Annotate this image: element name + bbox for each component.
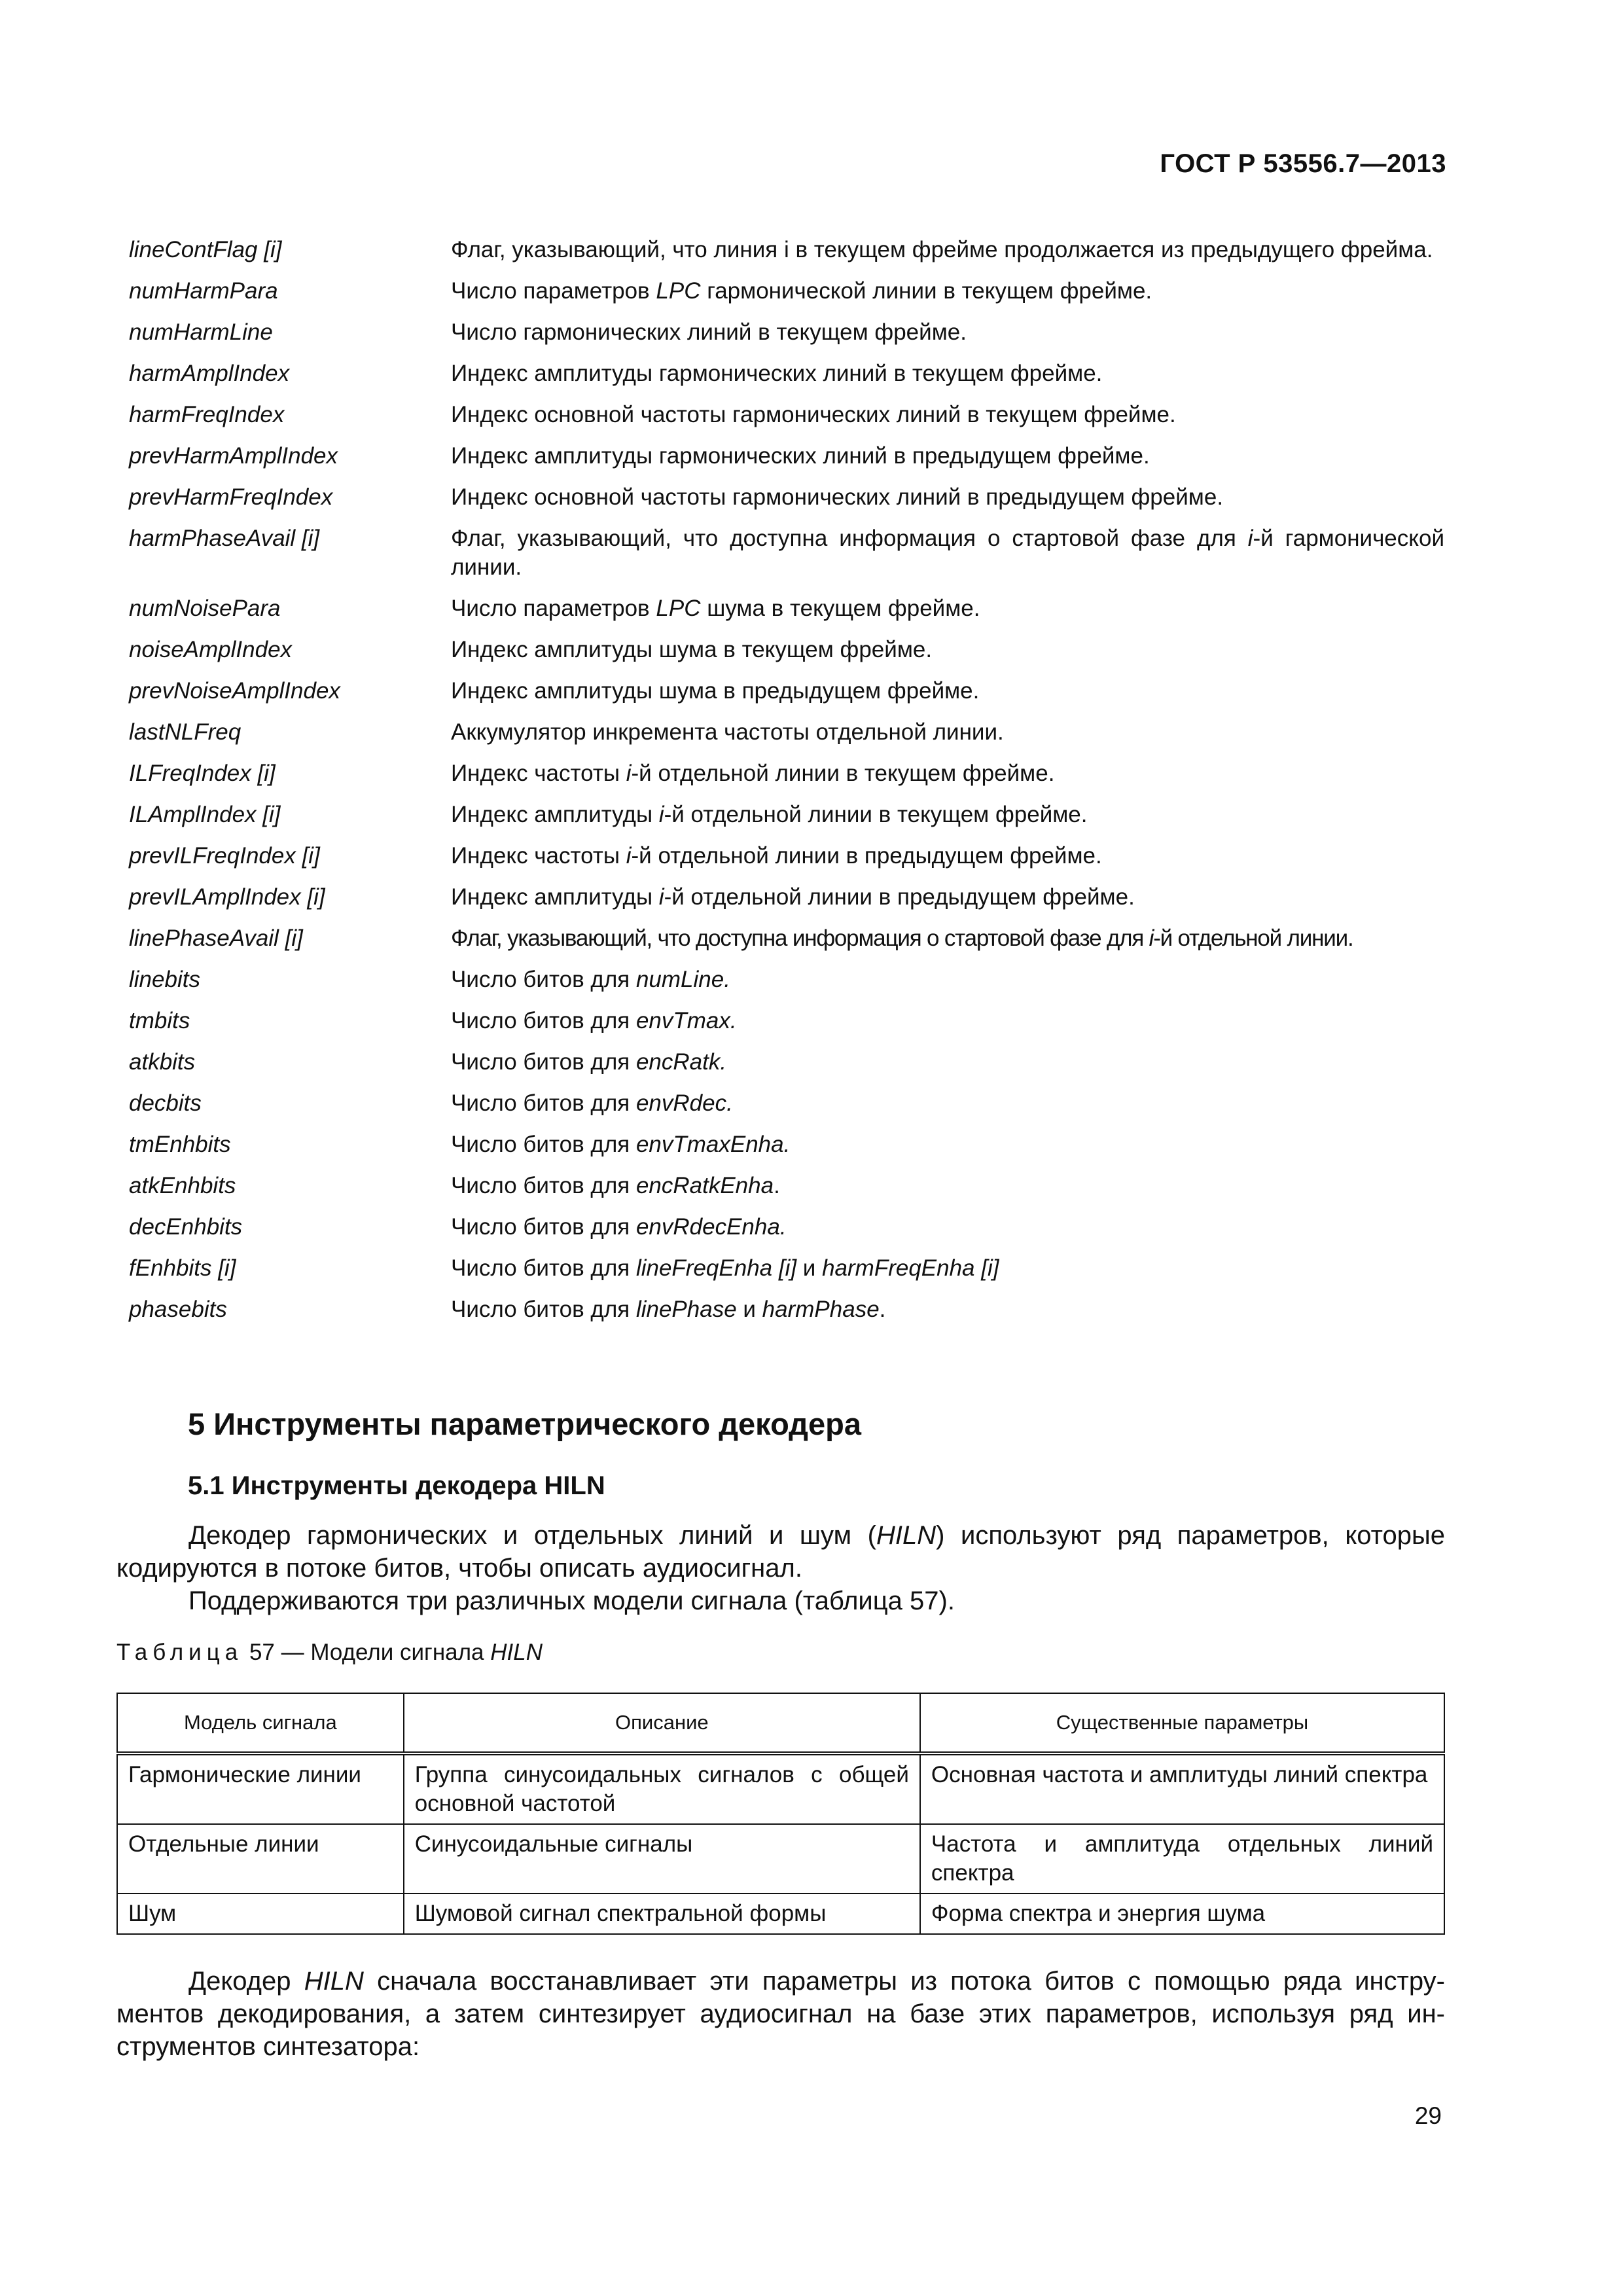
paragraph-3 [116, 1965, 1445, 2063]
table-cell: Группа синусоидальных сигналов с общей основной частотой [404, 1753, 920, 1824]
definition-term: lastNLFreq [129, 719, 241, 745]
definition-row [129, 883, 1444, 912]
page-number: 29 [1414, 2102, 1442, 2129]
subsection-heading: 5.1 Инструменты декодера HILN [188, 1471, 605, 1500]
table-header-cell: Описание [404, 1693, 920, 1753]
table-cell: Синусоидальные сигналы [404, 1824, 920, 1893]
definition-description: Индекс амплитуды гармонических линий в предыдущем фрейме. [451, 443, 1150, 469]
definition-term: fEnhbits [i] [129, 1255, 236, 1281]
definition-description: Число битов для envRdecEnha. [451, 1214, 787, 1240]
definition-description: Число битов для envRdec. [451, 1090, 733, 1116]
definition-description: Число битов для encRatkEnha. [451, 1173, 780, 1198]
table-cell: Шум [117, 1893, 404, 1934]
definition-description: Число гармонических линий в текущем фрейме. [451, 319, 967, 345]
section-heading: 5 Инструменты параметрического декодера [188, 1407, 861, 1441]
standard-code: ГОСТ Р 53556.7—2013 [1160, 149, 1446, 178]
definition-term: numNoisePara [129, 596, 281, 621]
definition-description: Число битов для numLine. [451, 967, 730, 992]
definition-row [129, 1254, 1444, 1283]
definition-description: Индекс частоты i-й отдельной линии в текущем фрейме. [451, 761, 1055, 786]
definition-row [129, 1295, 1444, 1324]
paragraph-3-text: Декодер HILN сначала восстанавливает эти параметры из потока битов с помощью ряда инструментов декодирования, а затем синтезирует аудиосигнал на базе этих параметров, используя ряд инструментов синтезатора: [116, 1967, 1445, 2061]
definition-term: prevHarmAmplIndex [129, 443, 338, 469]
table-header-cell: Модель сигнала [117, 1693, 404, 1753]
definition-description: Индекс амплитуды шума в текущем фрейме. [451, 637, 933, 662]
definition-description: Индекс амплитуды шума в предыдущем фрейме. [451, 678, 980, 704]
definition-term: decbits [129, 1090, 202, 1116]
table-caption-text: 57 — Модели сигнала [243, 1640, 491, 1665]
definition-term: linePhaseAvail [i] [129, 925, 303, 951]
definition-row [129, 1213, 1444, 1242]
definition-description: Число битов для linePhase и harmPhase. [451, 1297, 886, 1322]
definition-term: atkbits [129, 1049, 196, 1075]
definition-term: ILAmplIndex [i] [129, 802, 281, 827]
definition-term: numHarmPara [129, 278, 278, 304]
definition-row [129, 442, 1444, 471]
definition-description: Индекс частоты i-й отдельной линии в предыдущем фрейме. [451, 843, 1102, 869]
definition-term: harmPhaseAvail [i] [129, 526, 320, 551]
definition-term: lineContFlag [i] [129, 237, 282, 262]
definition-row [129, 1130, 1444, 1159]
paragraph-2 [116, 1585, 1445, 1617]
table-cell: Форма спектра и энергия шума [920, 1893, 1444, 1934]
table-header-cell: Существенные параметры [920, 1693, 1444, 1753]
paragraph-1 [116, 1519, 1445, 1585]
table-header-row [117, 1693, 1444, 1753]
definition-row [129, 677, 1444, 706]
definition-description: Число битов для envTmax. [451, 1008, 737, 1033]
definition-row [129, 236, 1444, 264]
definition-term: prevHarmFreqIndex [129, 484, 333, 510]
paragraph-2-text: Поддерживаются три различных модели сигнала (таблица 57). [188, 1587, 955, 1615]
definition-description: Индекс амплитуды i-й отдельной линии в предыдущем фрейме. [451, 884, 1135, 910]
definition-description: Индекс амплитуды гармонических линий в текущем фрейме. [451, 361, 1103, 386]
signal-models-table [116, 1693, 1445, 1935]
definition-row [129, 483, 1444, 512]
table-caption [116, 1640, 543, 1666]
definition-description: Индекс амплитуды i-й отдельной линии в текущем фрейме. [451, 802, 1088, 827]
definition-term: phasebits [129, 1297, 227, 1322]
definition-description: Флаг, указывающий, что доступна информация о стартовой фазе для i-й гармонической линии. [451, 526, 1444, 580]
definition-term: ILFreqIndex [i] [129, 761, 276, 786]
definition-term: noiseAmplIndex [129, 637, 293, 662]
definition-term: harmAmplIndex [129, 361, 290, 386]
definition-description: Флаг, указывающий, что линия i в текущем фрейме продолжается из предыдущего фрейма. [451, 237, 1433, 262]
definition-description: Аккумулятор инкремента частоты отдельной линии. [451, 719, 1004, 745]
definition-description: Число битов для lineFreqEnha [i] и harmFreqEnha [i] [451, 1255, 999, 1281]
definition-term: prevILFreqIndex [i] [129, 843, 320, 869]
definition-description: Число битов для envTmaxEnha. [451, 1132, 791, 1157]
definition-row [129, 318, 1444, 347]
definition-description: Число параметров LPC гармонической линии в текущем фрейме. [451, 278, 1152, 304]
definition-row [129, 1007, 1444, 1035]
table-cell: Шумовой сигнал спектральной формы [404, 1893, 920, 1934]
definition-description: Флаг, указывающий, что доступна информация о стартовой фазе для i-й отдельной линии. [451, 925, 1353, 951]
definition-row [129, 359, 1444, 388]
definition-row [129, 800, 1444, 829]
table-cell: Частота и амплитуда отдельных линий спектра [920, 1824, 1444, 1893]
definition-description: Число параметров LPC шума в текущем фрейме. [451, 596, 980, 621]
definition-description: Число битов для encRatk. [451, 1049, 727, 1075]
definitions-list [129, 236, 1444, 1336]
definition-term: prevILAmplIndex [i] [129, 884, 325, 910]
definition-term: decEnhbits [129, 1214, 243, 1240]
definition-row [129, 1048, 1444, 1077]
definition-term: linebits [129, 967, 200, 992]
definition-term: prevNoiseAmplIndex [129, 678, 340, 704]
definition-row [129, 924, 1444, 953]
definition-row [129, 842, 1444, 870]
definition-description: Индекс основной частоты гармонических линий в предыдущем фрейме. [451, 484, 1224, 510]
definition-row [129, 759, 1444, 788]
definition-row [129, 636, 1444, 664]
definition-row [129, 594, 1444, 623]
definition-row [129, 524, 1444, 582]
table-cell: Гармонические линии [117, 1753, 404, 1824]
table-cell: Отдельные линии [117, 1824, 404, 1893]
definition-row [129, 401, 1444, 429]
table-cell: Основная частота и амплитуды линий спектра [920, 1753, 1444, 1824]
table-caption-italic: HILN [490, 1640, 543, 1665]
definition-description: Индекс основной частоты гармонических линий в текущем фрейме. [451, 402, 1176, 427]
table-row [117, 1824, 1444, 1893]
definition-term: tmEnhbits [129, 1132, 231, 1157]
table-caption-label: Таблица [116, 1640, 243, 1665]
table-row [117, 1893, 1444, 1934]
definition-term: harmFreqIndex [129, 402, 285, 427]
definition-term: atkEnhbits [129, 1173, 236, 1198]
definition-row [129, 718, 1444, 747]
definition-term: numHarmLine [129, 319, 273, 345]
definition-row [129, 277, 1444, 306]
definition-term: tmbits [129, 1008, 190, 1033]
definition-row [129, 965, 1444, 994]
definition-row [129, 1172, 1444, 1200]
table-row [117, 1753, 1444, 1824]
paragraph-1-text: Декодер гармонических и отдельных линий и шум (HILN) используют ряд параметров, которые кодируются в потоке битов, чтобы описать аудиосигнал. [116, 1521, 1445, 1583]
definition-row [129, 1089, 1444, 1118]
